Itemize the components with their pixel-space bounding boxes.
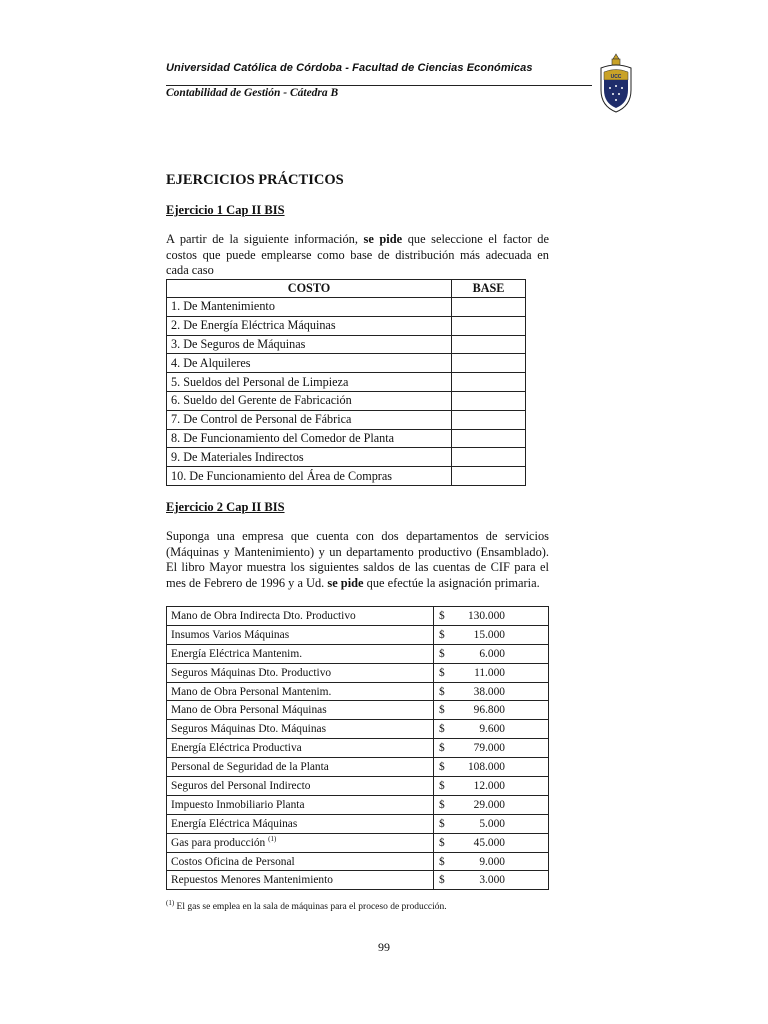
- amount-cell: 38.000: [453, 682, 549, 701]
- table-row: [167, 410, 526, 429]
- amount-cell: 6.000: [453, 644, 549, 663]
- table-row: [167, 298, 526, 317]
- amount-cell: 9.000: [453, 852, 549, 871]
- amount-cell: 9.600: [453, 720, 549, 739]
- cost-cell: 6. Sueldo del Gerente de Fabricación: [167, 391, 452, 410]
- cost-cell: 5. Sueldos del Personal de Limpieza: [167, 373, 452, 392]
- table-row: [167, 663, 549, 682]
- amount-cell: 11.000: [453, 663, 549, 682]
- table-row: [167, 316, 526, 335]
- currency-cell: $: [434, 644, 454, 663]
- table-row: [167, 391, 526, 410]
- exercise-2-intro: Suponga una empresa que cuenta con dos departamentos de servicios (Máquinas y Mantenimiento) y un departamento productivo (Ensamblado). El libro Mayor muestra los siguientes saldos de las cuentas de CIF para el mes de Febrero de 1996 y a Ud. se pide que efectúe la asignación primaria.: [166, 529, 549, 590]
- account-label-cell: Repuestos Menores Mantenimiento: [167, 871, 434, 890]
- base-cell: [452, 316, 526, 335]
- table-row: [167, 335, 526, 354]
- table-row: [167, 852, 549, 871]
- amount-cell: 45.000: [453, 833, 549, 852]
- table-row: [167, 739, 549, 758]
- currency-cell: $: [434, 852, 454, 871]
- table-row: [167, 625, 549, 644]
- header-divider: [166, 85, 592, 86]
- cost-cell: 10. De Funcionamiento del Área de Compras: [167, 467, 452, 486]
- currency-cell: $: [434, 777, 454, 796]
- table-row: [167, 833, 549, 852]
- table-row: [167, 720, 549, 739]
- amount-cell: 3.000: [453, 871, 549, 890]
- cost-cell: 4. De Alquileres: [167, 354, 452, 373]
- currency-cell: $: [434, 871, 454, 890]
- amount-cell: 5.000: [453, 814, 549, 833]
- table-row: [167, 467, 526, 486]
- cost-cell: 7. De Control de Personal de Fábrica: [167, 410, 452, 429]
- base-cell: [452, 354, 526, 373]
- base-cell: [452, 429, 526, 448]
- section-title: EJERCICIOS PRÁCTICOS: [166, 172, 344, 188]
- currency-cell: $: [434, 625, 454, 644]
- currency-cell: $: [434, 607, 454, 626]
- base-cell: [452, 467, 526, 486]
- account-label-cell: Mano de Obra Personal Mantenim.: [167, 682, 434, 701]
- table-row: [167, 373, 526, 392]
- account-label-cell: Mano de Obra Personal Máquinas: [167, 701, 434, 720]
- header-course: Contabilidad de Gestión - Cátedra B: [166, 87, 339, 99]
- table-row: [167, 758, 549, 777]
- amount-cell: 29.000: [453, 795, 549, 814]
- header-university: Universidad Católica de Córdoba - Facultad de Ciencias Económicas: [166, 62, 533, 74]
- currency-cell: $: [434, 720, 454, 739]
- account-label-cell: Insumos Varios Máquinas: [167, 625, 434, 644]
- exercise-1-title: Ejercicio 1 Cap II BIS: [166, 203, 285, 217]
- cif-balances-table: [166, 606, 549, 890]
- currency-cell: $: [434, 833, 454, 852]
- account-label-cell: Seguros Máquinas Dto. Máquinas: [167, 720, 434, 739]
- table-row: [167, 795, 549, 814]
- exercise-1-intro: A partir de la siguiente información, se pide que seleccione el factor de costos que puede emplearse como base de distribución más adecuada en cada caso: [166, 232, 549, 277]
- account-label-cell: Energía Eléctrica Mantenim.: [167, 644, 434, 663]
- account-label-cell: Personal de Seguridad de la Planta: [167, 758, 434, 777]
- footnote: $^{(1)}$ El gas se emplea en la sala de máquinas para el proceso de producción.: [166, 898, 447, 912]
- table-row: [167, 354, 526, 373]
- amount-cell: 130.000: [453, 607, 549, 626]
- university-crest-icon: [595, 50, 637, 116]
- account-label-cell: Seguros del Personal Indirecto: [167, 777, 434, 796]
- logo-lettering: UCC: [610, 74, 622, 80]
- table-row: [167, 814, 549, 833]
- column-header-costo: COSTO: [167, 280, 452, 298]
- cost-cell: 3. De Seguros de Máquinas: [167, 335, 452, 354]
- table-row: [167, 448, 526, 467]
- base-cell: [452, 335, 526, 354]
- currency-cell: $: [434, 701, 454, 720]
- base-cell: [452, 373, 526, 392]
- table-row: [167, 701, 549, 720]
- currency-cell: $: [434, 663, 454, 682]
- account-label-cell: Costos Oficina de Personal: [167, 852, 434, 871]
- cost-cell: 8. De Funcionamiento del Comedor de Planta: [167, 429, 452, 448]
- base-cell: [452, 448, 526, 467]
- account-label-cell: Seguros Máquinas Dto. Productivo: [167, 663, 434, 682]
- table-row: [167, 429, 526, 448]
- table-row: [167, 682, 549, 701]
- currency-cell: $: [434, 758, 454, 777]
- cost-base-table: [166, 279, 526, 486]
- account-label-cell: Gas para producción $^{(1)}$: [167, 833, 434, 852]
- base-cell: [452, 391, 526, 410]
- account-label-cell: Mano de Obra Indirecta Dto. Productivo: [167, 607, 434, 626]
- base-cell: [452, 298, 526, 317]
- table-row: [167, 644, 549, 663]
- account-label-cell: Energía Eléctrica Productiva: [167, 739, 434, 758]
- cost-cell: 2. De Energía Eléctrica Máquinas: [167, 316, 452, 335]
- table-header-row: [167, 280, 526, 298]
- exercise-2-title: Ejercicio 2 Cap II BIS: [166, 500, 285, 514]
- amount-cell: 15.000: [453, 625, 549, 644]
- account-label-cell: Impuesto Inmobiliario Planta: [167, 795, 434, 814]
- currency-cell: $: [434, 682, 454, 701]
- table-row: [167, 777, 549, 796]
- page-number: 99: [378, 940, 390, 954]
- table-row: [167, 871, 549, 890]
- base-cell: [452, 410, 526, 429]
- amount-cell: 79.000: [453, 739, 549, 758]
- currency-cell: $: [434, 739, 454, 758]
- table-row: [167, 607, 549, 626]
- currency-cell: $: [434, 814, 454, 833]
- currency-cell: $: [434, 795, 454, 814]
- account-label-cell: Energía Eléctrica Máquinas: [167, 814, 434, 833]
- amount-cell: 108.000: [453, 758, 549, 777]
- amount-cell: 96.800: [453, 701, 549, 720]
- column-header-base: BASE: [452, 280, 526, 298]
- amount-cell: 12.000: [453, 777, 549, 796]
- cost-cell: 9. De Materiales Indirectos: [167, 448, 452, 467]
- cost-cell: 1. De Mantenimiento: [167, 298, 452, 317]
